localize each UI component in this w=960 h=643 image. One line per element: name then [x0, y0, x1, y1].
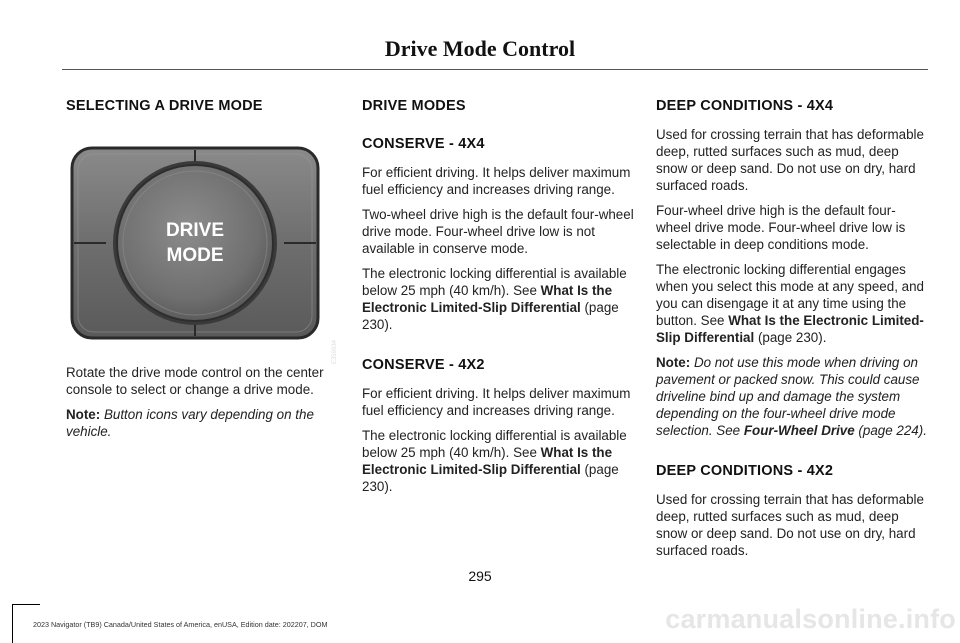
header-divider: [62, 69, 928, 70]
paragraph-rotate: Rotate the drive mode control on the center console to select or change a drive mode.: [66, 365, 324, 397]
note-text: Do not use this mode when driving on pavement or packed snow. This could cause driveline bind up and damage the system depending on the four-wheel drive mode selection. See: [656, 355, 920, 438]
paragraph-conserve-4x2-2: [362, 427, 634, 495]
subheading-conserve-4x4: CONSERVE - 4X4: [362, 136, 485, 152]
text-segment: The electronic locking differential is available below 25 mph (40 km/h). See: [362, 266, 627, 298]
text-segment: The electronic locking differential engages when you select this mode at any speed, and you can disengage it at any time using the button. See: [656, 262, 924, 328]
link-limited-slip-differential[interactable]: What Is the Electronic Limited-Slip Differential: [362, 445, 613, 477]
link-limited-slip-differential[interactable]: What Is the Electronic Limited-Slip Differential: [362, 283, 613, 315]
note-button-icons: [66, 406, 346, 440]
paragraph-conserve-4x4-3: [362, 265, 634, 333]
crop-mark: [12, 604, 13, 643]
paragraph-deep-4x4-2: Four-wheel drive high is the default four-wheel drive mode. Four-wheel drive low is selectable in deep conditions mode.: [656, 203, 906, 252]
drive-mode-illustration: [66, 138, 346, 365]
paragraph-deep-4x2-1: Used for crossing terrain that has deformable deep, rutted surfaces such as mud, deep snow or deep sand. Do not use on dry, hard surfaced roads.: [656, 492, 924, 558]
text-segment: (page 230).: [362, 462, 619, 494]
column-deep-conditions: [656, 96, 928, 559]
text-segment: (page 230).: [754, 330, 827, 345]
link-four-wheel-drive[interactable]: Four-Wheel Drive: [743, 423, 855, 438]
text-segment: (page 230).: [362, 300, 619, 332]
button-label-line2: MODE: [166, 245, 224, 266]
paragraph-conserve-4x2-1: For efficient driving. It helps deliver maximum fuel efficiency and increases driving range.: [362, 386, 631, 418]
text-segment: The electronic locking differential is available below 25 mph (40 km/h). See: [362, 428, 627, 460]
section-heading-selecting: SELECTING A DRIVE MODE: [66, 98, 263, 114]
note-label: Note:: [66, 407, 101, 422]
column-selecting-drive-mode: [66, 96, 346, 440]
drive-mode-control-icon: [66, 138, 346, 350]
note-label: Note:: [656, 355, 691, 370]
watermark: carmanualsonline.info: [665, 604, 956, 634]
note-deep-conditions: [656, 354, 928, 439]
section-heading-deep-4x2: DEEP CONDITIONS - 4X2: [656, 463, 834, 479]
crop-mark: [12, 604, 40, 605]
button-label-line1: DRIVE: [165, 220, 225, 241]
section-heading-drive-modes: DRIVE MODES: [362, 98, 466, 114]
paragraph-deep-4x4-3: [656, 261, 928, 346]
paragraph-deep-4x4-1: Used for crossing terrain that has deformable deep, rutted surfaces such as mud, deep snow or deep sand. Do not use on dry, hard surfaced roads.: [656, 127, 924, 193]
subheading-conserve-4x2: CONSERVE - 4X2: [362, 357, 485, 373]
illustration-reference: E359934: [332, 340, 338, 365]
column-drive-modes: [362, 96, 634, 495]
note-text: (page 224).: [854, 423, 927, 438]
note-text: Button icons vary depending on the vehicle.: [66, 407, 314, 439]
paragraph-conserve-4x4-1: For efficient driving. It helps deliver maximum fuel efficiency and increases driving range.: [362, 165, 631, 197]
link-limited-slip-differential[interactable]: What Is the Electronic Limited-Slip Differential: [656, 313, 924, 345]
section-heading-deep-4x4: DEEP CONDITIONS - 4X4: [656, 98, 834, 114]
paragraph-conserve-4x4-2: Two-wheel drive high is the default four-wheel drive mode. Four-wheel drive low is not available in conserve mode.: [362, 207, 634, 256]
page-title: Drive Mode Control: [384, 36, 576, 61]
page-number: 295: [468, 568, 492, 584]
footer-edition: 2023 Navigator (TB9) Canada/United States of America, enUSA, Edition date: 202207, DOM: [33, 620, 328, 629]
